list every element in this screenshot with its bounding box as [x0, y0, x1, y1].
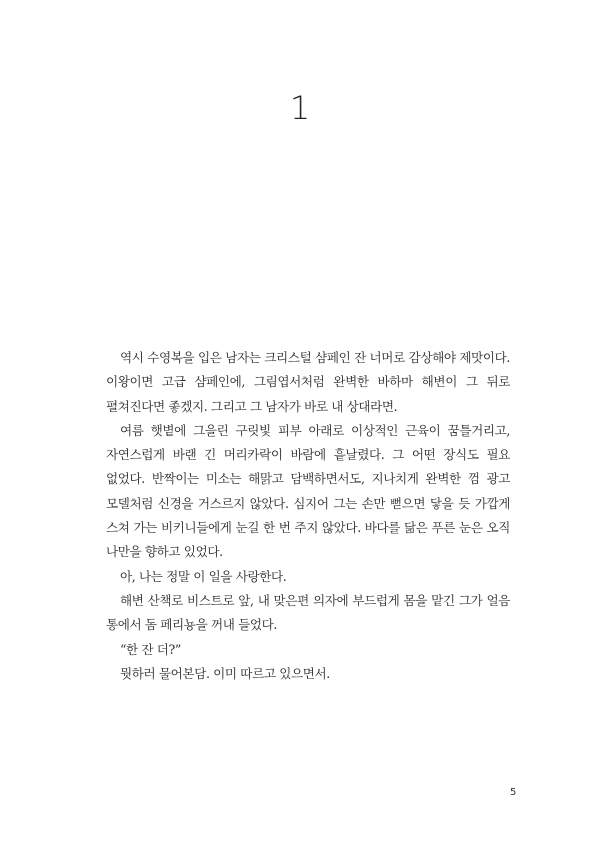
- paragraph: “한 잔 더?”: [120, 641, 181, 657]
- body-text: [106, 346, 510, 686]
- paragraph: 해변 산책로 비스트로 앞, 내 맞은편 의자에 부드럽게 몸을 맡긴 그가 얼음 통에서 돔 페리뇽을 꺼내 들었다.: [106, 592, 510, 633]
- chapter-number: 1: [289, 89, 311, 127]
- paragraph: 뭣하러 물어본담. 이미 따르고 있으면서.: [120, 665, 330, 681]
- paragraph: 역시 수영복을 입은 남자는 크리스털 샴페인 잔 너머로 감상해야 제맛이다. 이왕이면 고급 샴페인에, 그림엽서처럼 완벽한 바하마 해변이 그 뒤로 펼쳐진다면 좋겠지. 그리고 그 남자가 바로 내 상대라면.: [106, 350, 510, 414]
- paragraph: 아, 나는 정말 이 일을 사랑한다.: [120, 568, 287, 584]
- page-number: 5: [510, 787, 517, 798]
- paragraph: 여름 햇볕에 그을린 구릿빛 피부 아래로 이상적인 근육이 꿈틀거리고, 자연스럽게 바랜 긴 머리카락이 바람에 흩날렸다. 그 어떤 장식도 필요 없었다. 반짝이는 미소는 해맑고 담백하면서도, 지나치게 완벽한 껌 광고 모델처럼 신경을 거스르지 않았다. 심지어 그는 손만 뻗으면 닿을 듯 가깝게 스쳐 가는 비키니들에게 눈길 한 번 주지 않았다. 바다를 닮은 푸른 눈은 오직 나만을 향하고 있었다.: [106, 422, 510, 560]
